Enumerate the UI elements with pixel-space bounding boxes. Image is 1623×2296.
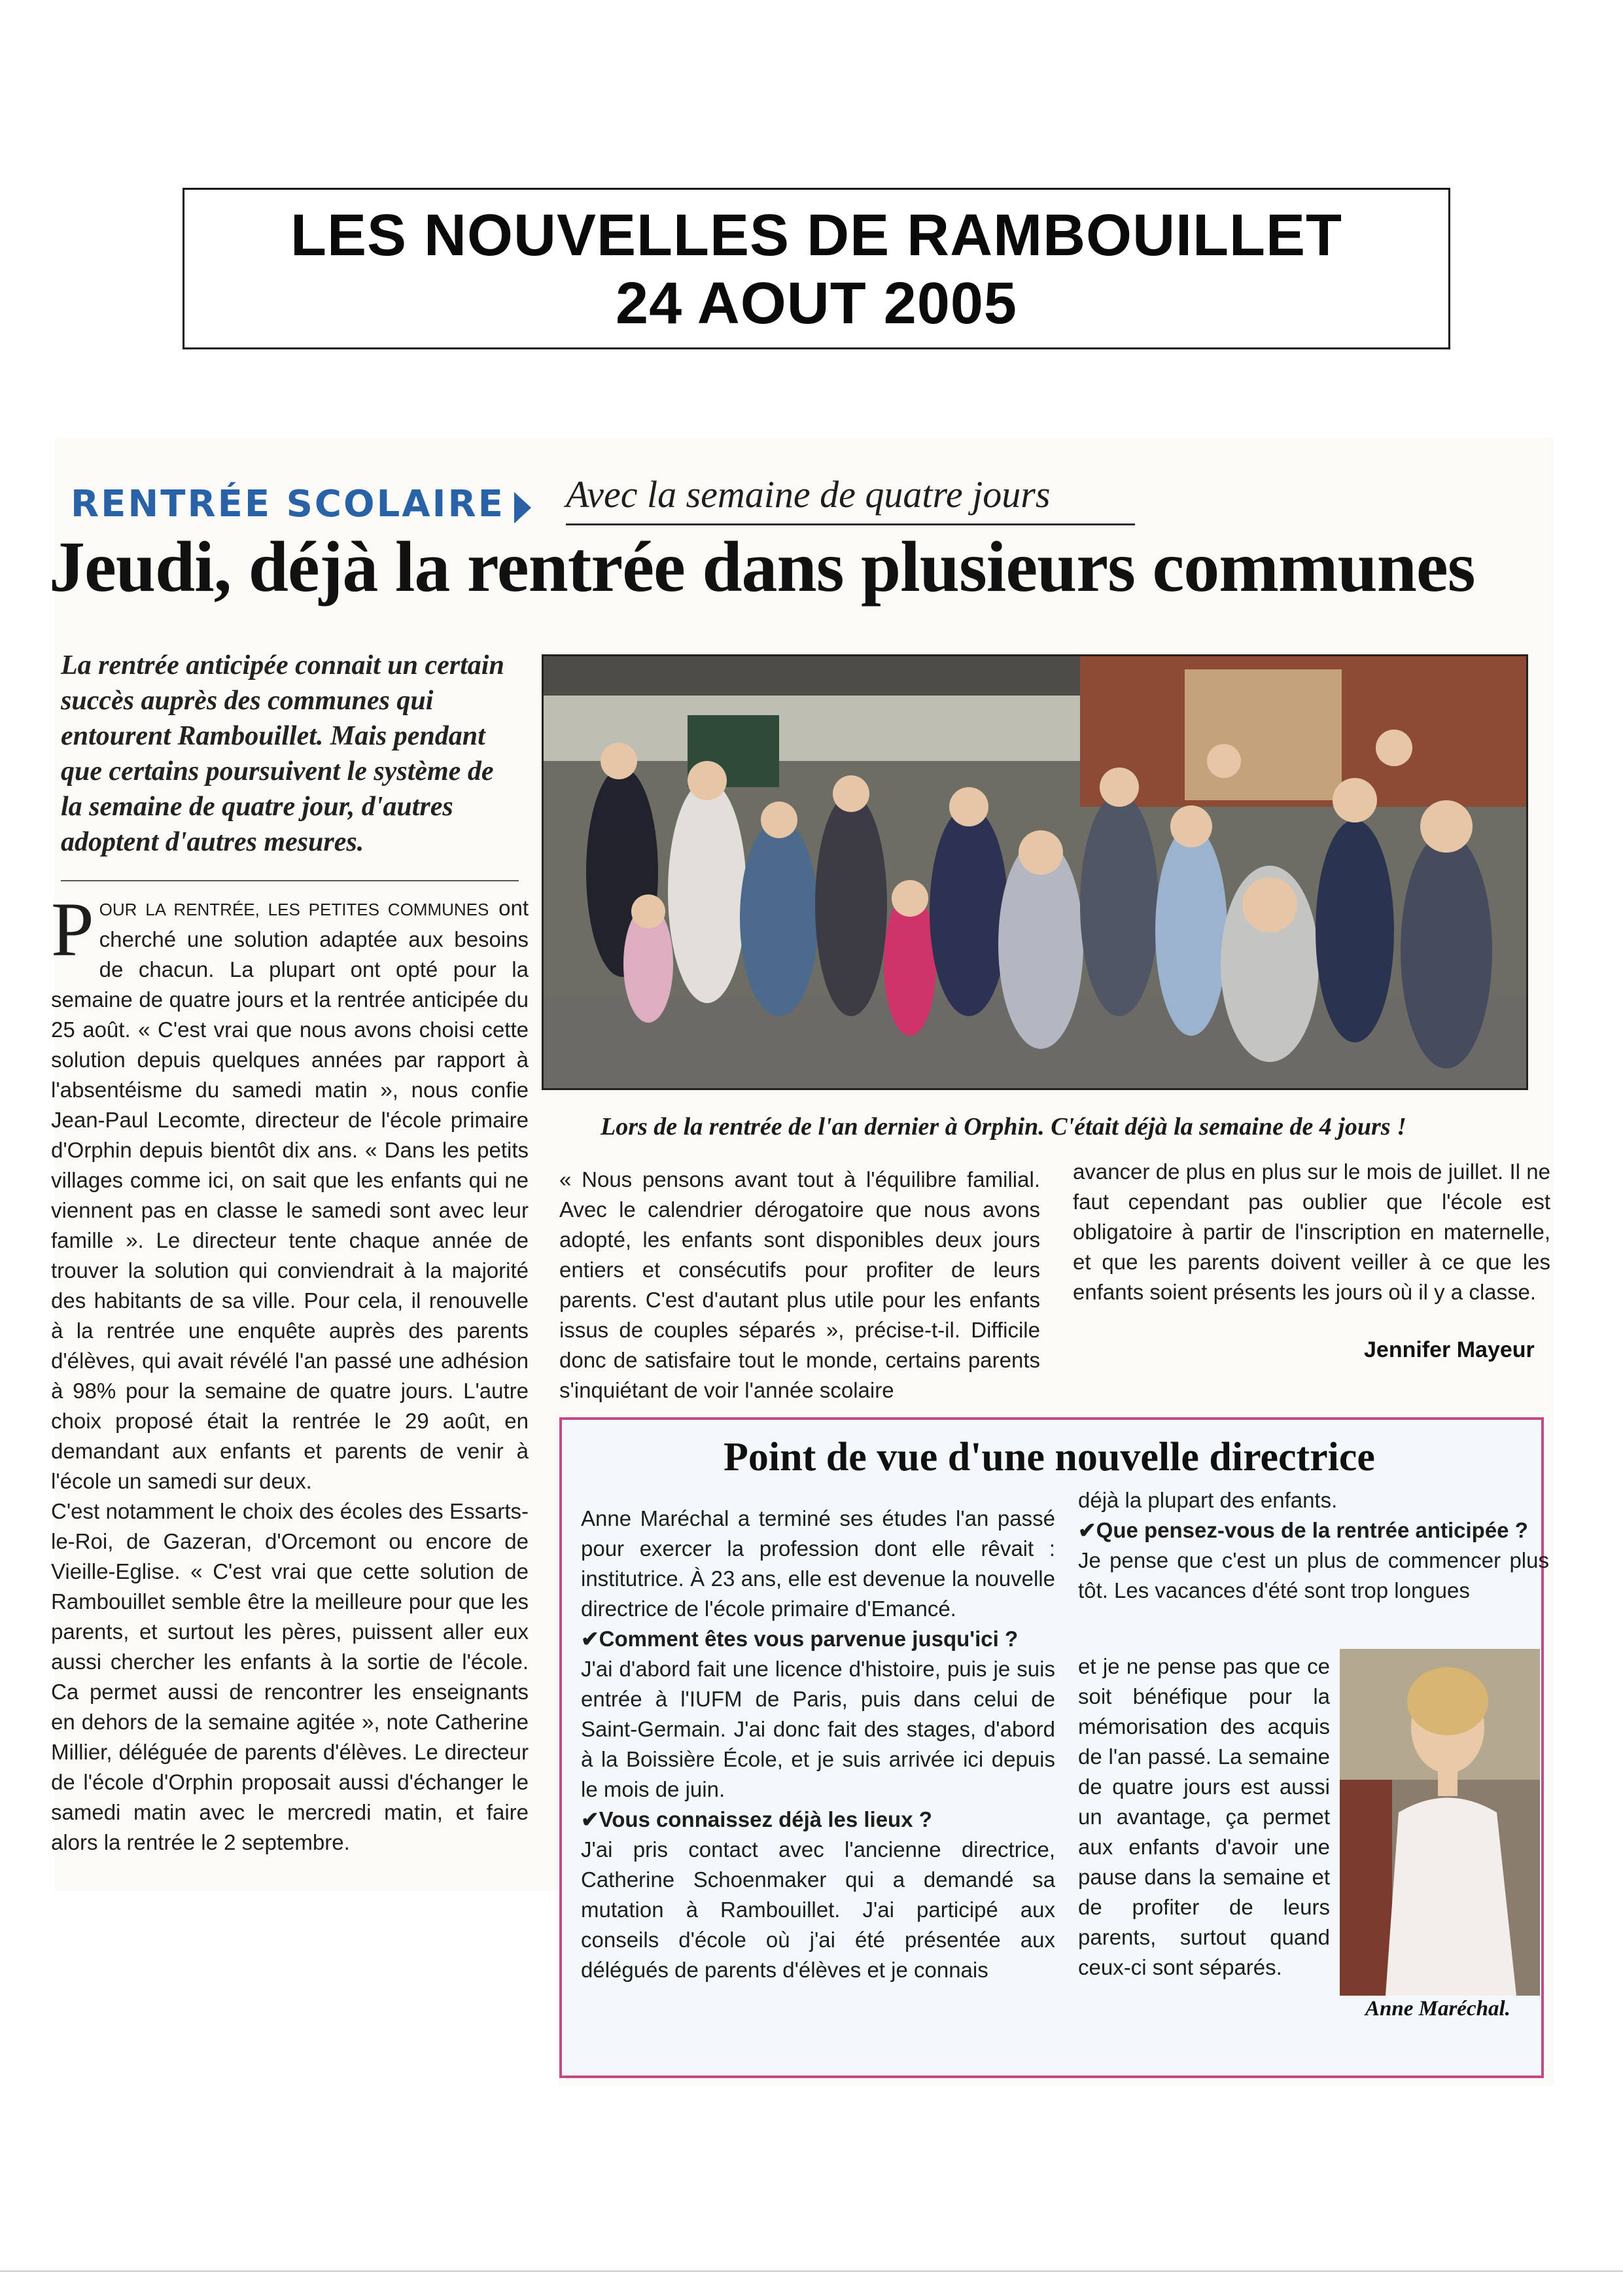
interview-title: Point de vue d'une nouvelle directrice — [724, 1435, 1375, 1479]
interview-question-1: ✔Comment êtes vous parvenue jusqu'ici ? — [581, 1627, 1019, 1651]
scan-edge-line — [0, 2270, 1623, 2272]
masthead-date: 24 AOUT 2005 — [616, 271, 1017, 336]
drop-cap: P — [51, 887, 94, 972]
interview-intro: Anne Maréchal a terminé ses études l'an passé pour exercer la profession dont elle rêvait : institutrice. À 23 ans, elle est devenue la nouvelle directrice de l'école primaire d'Emancé. — [581, 1506, 1055, 1621]
interview-question-2: ✔Vous connaissez déjà les lieux ? — [581, 1807, 932, 1831]
lead-smallcaps: OUR LA RENTRÉE, LES PETITES COMMUNES — [99, 900, 489, 919]
col1-paragraph-2: C'est notamment le choix des écoles des Essarts-le-Roi, de Gazeran, d'Orcemont ou encore de Vieille-Eglise. « C'est vrai que cette solution de Rambouillet semble être la meilleure pour que les parents, et surtout les pères, puissent aller eux aussi chercher les enfants à la sortie de l'école. Ca permet aussi de rencontrer les enseignants en dehors de la semaine agitée », note Catherine Millier, déléguée de parents d'élèves. Le directeur de l'école d'Orphin proposait aussi d'échanger le samedi matin avec le mercredi matin, et faire alors la rentrée le 2 septembre. — [51, 1499, 529, 1854]
photo-caption: Lors de la rentrée de l'an dernier à Orphin. C'était déjà la semaine de 4 jours ! — [601, 1113, 1406, 1140]
col3-paragraph: avancer de plus en plus sur le mois de juillet. Il ne faut cependant pas oublier que l'école est obligatoire à partir de l'inscription en maternelle, et que les parents doivent veiller à ce que les enfants soient présents les jours où il y a classe. — [1073, 1159, 1550, 1304]
clipping-edge-mask — [55, 1891, 559, 2094]
interview-answer-3-top: Je pense que c'est un plus de commencer plus tôt. Les vacances d'été sont trop longues — [1078, 1548, 1549, 1602]
photo-illustration — [544, 656, 1526, 1088]
interview-column-2-narrow — [1078, 1651, 1330, 1983]
masthead-title: LES NOUVELLES DE RAMBOUILLET — [290, 203, 1343, 268]
portrait-caption: Anne Maréchal. — [1365, 1997, 1510, 2021]
portrait-photo — [1340, 1649, 1540, 1996]
col1-p1-text: ont cherché une solution adaptée aux besoins de chacun. La plupart ont opté pour la semaine de quatre jours et la rentrée anticipée du 25 août. « C'est vrai que nous avons choisi cette solution depuis quelques années par rapport à l'absentéisme du samedi matin », nous confie Jean-Paul Lecomte, directeur de l'école primaire d'Orphin depuis bientôt dix ans. « Dans les petits villages comme ici, on sait que les enfants qui ne viennent pas en classe le samedi sont avec leur famille ». Le directeur tente chaque année de trouver la solution qui conviendrait à la majorité des habitants de sa ville. Pour cela, il renouvelle à la rentrée une enquête auprès des parents d'élèves, qui avait révélé l'an passé une adhésion à 98% pour la semaine de quatre jours. L'autre choix proposé était la rentrée le 29 août, en demandant aux enfants et parents de venir à l'école un samedi sur deux. — [51, 896, 529, 1493]
subkicker-underline — [566, 523, 1135, 525]
article-subkicker: Avec la semaine de quatre jours — [566, 473, 1051, 516]
interview-answer-1: J'ai d'abord fait une licence d'histoire, puis je suis entrée à l'IUFM de Paris, puis dans celui de Saint-Germain. J'ai donc fait des stages, d'abord à la Boissière École, et je suis arrivée ici depuis le mois de juin. — [581, 1657, 1055, 1801]
school-crowd-photo — [542, 654, 1528, 1090]
newspaper-masthead — [183, 188, 1450, 349]
interview-answer-2: J'ai pris contact avec l'ancienne directrice, Catherine Schoenmaker qui a demandé sa mutation à Rambouillet. J'ai participé aux conseils d'école où j'ai été présentée aux délégués de parents d'élèves et je connais — [581, 1837, 1055, 1982]
section-kicker: RENTRÉE SCOLAIRE — [71, 483, 505, 525]
kicker-arrow-icon — [514, 492, 531, 523]
chapo-divider — [61, 880, 519, 881]
portrait-illustration — [1340, 1649, 1540, 1996]
article-column-3 — [1073, 1157, 1550, 1307]
interview-column-1 — [581, 1504, 1055, 1985]
author-signature: Jennifer Mayeur — [1364, 1337, 1535, 1362]
article-column-2 — [559, 1165, 1040, 1405]
interview-answer-2-continued: déjà la plupart des enfants. — [1078, 1488, 1338, 1512]
interview-column-2 — [1078, 1485, 1549, 1606]
interview-answer-3-narrow: et je ne pense pas que ce soit bénéfique pour la mémorisation des acquis de l'an passé. La semaine de quatre jours est aussi un avantage, ça permet aux enfants d'avoir une pause dans la semaine et de profiter de leurs parents, surtout quand ceux-ci sont séparés. — [1078, 1654, 1330, 1979]
col1-paragraph-1 — [51, 887, 529, 1496]
article-column-1 — [51, 887, 529, 1858]
article-chapo: La rentrée anticipée connait un certain succès auprès des communes qui entourent Rambouillet. Mais pendant que certains poursuivent le système de la semaine de quatre jour, d'autres adoptent d'autres mesures. — [61, 650, 504, 857]
interview-question-3: ✔Que pensez-vous de la rentrée anticipée ? — [1078, 1518, 1528, 1542]
article-headline: Jeudi, déjà la rentrée dans plusieurs communes — [49, 527, 1475, 607]
col2-paragraph: « Nous pensons avant tout à l'équilibre familial. Avec le calendrier dérogatoire que nous avons adopté, les enfants sont disponibles deux jours entiers et consécutifs pour profiter de leurs parents. C'est d'autant plus utile pour les enfants issus de couples séparés », précise-t-il. Difficile donc de satisfaire tout le monde, certains parents s'inquiétant de voir l'année scolaire — [559, 1167, 1040, 1402]
